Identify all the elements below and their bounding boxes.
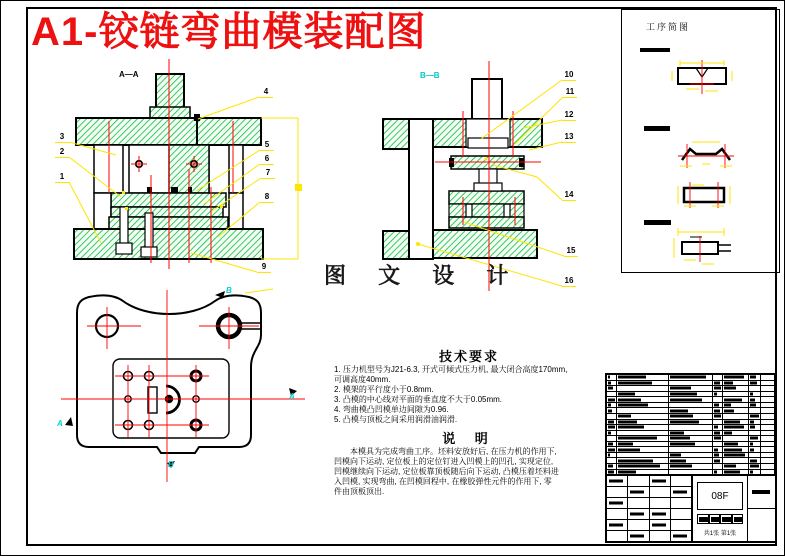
watermark-text: 图 文 设 计 [324,263,522,288]
balloon-3: 3 [55,132,69,143]
bom-table [607,375,775,475]
balloon-8: 8 [260,192,274,203]
note-line: 件由顶板顶出. [334,487,385,496]
tech-requirement-line: 5. 凸模与顶板之间采用润滑油润滑. [334,415,458,424]
note-line: 凹模继续向下运动, 定位板靠顶板随后向下运动, 凸模压着坯料进 [334,467,559,476]
section-b-label: B—B [420,71,440,80]
tech-requirements-block [334,346,604,497]
sheet-info: 共1张 第1张 [703,531,737,537]
separator-bar [640,48,670,52]
note-line: 凹模向下运动, 定位板上的定位钉进入凹模上的凹孔, 实现定位, [334,457,554,466]
note-line: 本模具为完成弯曲工序。坯料安放好后, 在压力机的作用下, [350,447,557,456]
tech-requirement-line: 4. 弯曲模凸凹模单边间隙为0.96. [334,405,449,414]
process-step-1-sketch [666,58,738,96]
separator-bar [644,126,670,131]
process-panel-title: 工序简图 [646,22,691,32]
page-title: A1-铰链弯曲模装配图 [31,10,427,54]
balloon-1: 1 [55,172,69,183]
balloon-7: 7 [261,168,275,179]
notes-title: 说 明 [442,431,496,446]
title-block-right-column [747,476,775,542]
note-line: 入凹模, 实现弯曲, 在凹模回程中, 在橡胶弹性元件的作用下, 零 [334,477,552,486]
tech-requirement-line: 2. 模架的平行度小于0.8mm. [334,385,434,394]
balloon-15: 15 [564,246,578,257]
process-step-4-sketch [668,226,734,270]
balloon-12: 12 [562,110,576,121]
title-block [605,373,777,543]
plan-marker-right: A [289,392,295,401]
process-diagram-panel [621,9,780,273]
process-step-2-sketch [678,138,734,172]
balloon-10: 10 [562,70,576,81]
section-a-label: A—A [119,70,139,79]
plan-marker-bottom: B [168,460,174,469]
balloon-11: 11 [563,87,577,98]
balloon-9: 9 [257,262,271,273]
tech-requirement-line: 3. 凸模的中心线对平面的垂直度不大于0.05mm. [334,395,503,404]
balloon-5: 5 [260,140,274,151]
balloon-14: 14 [562,190,576,201]
balloon-2: 2 [55,147,69,158]
balloon-13: 13 [562,132,576,143]
plan-marker-top: B [226,286,232,295]
title-block-bottom [607,475,775,542]
balloon-6: 6 [260,154,274,165]
section-arrow-left [65,417,73,426]
signature-grid [607,476,693,542]
small-cells-row [697,514,743,524]
process-step-3-sketch [674,180,734,210]
balloon-16: 16 [562,276,576,287]
tech-requirement-line: 可调高度40mm. [334,375,391,384]
separator-bar [644,220,671,225]
tech-requirements-title: 技术要求 [438,349,499,364]
plan-marker-left: A [57,419,63,428]
tech-requirement-line: 1. 压力机型号为J21-6.3, 开式可倾式压力机, 最大闭合高度170mm, [334,365,568,374]
material-code: 08F [697,482,743,510]
plan-view [59,287,309,487]
balloon-4: 4 [259,87,273,98]
